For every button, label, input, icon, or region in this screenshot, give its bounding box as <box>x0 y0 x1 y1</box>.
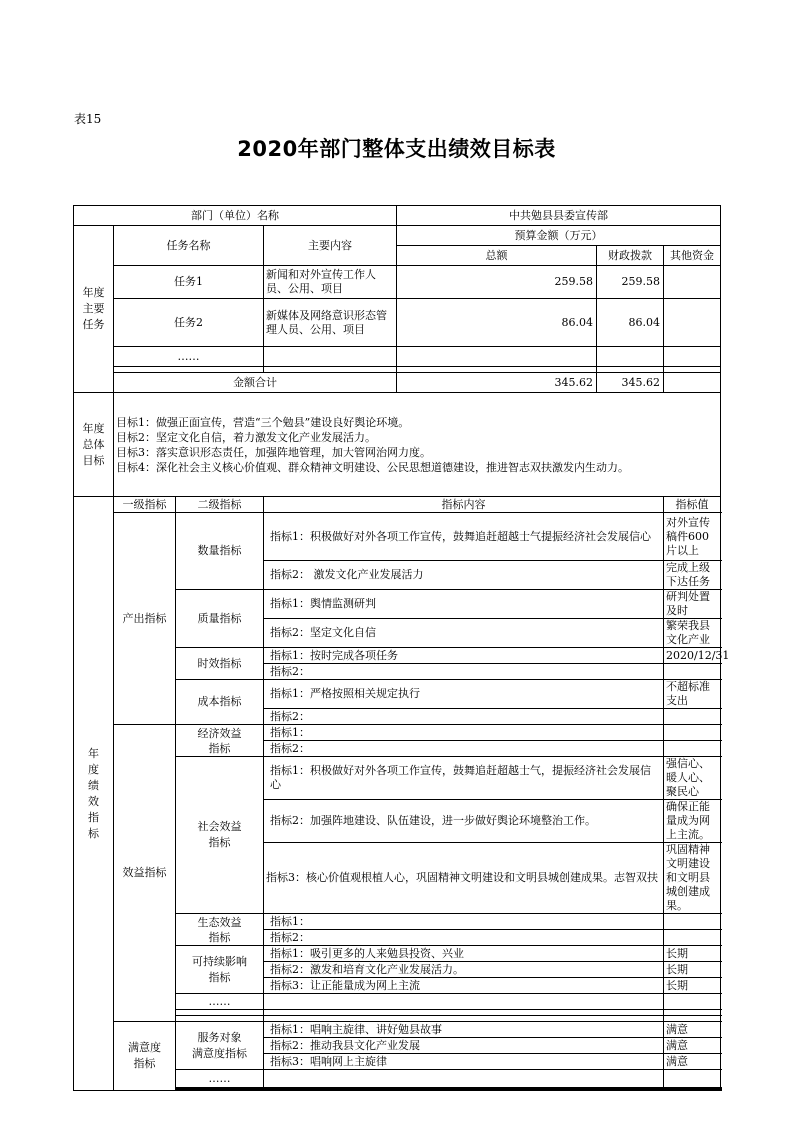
indicator-content: 指标1：舆情监测研判 <box>264 590 664 619</box>
task-total: 86.04 <box>397 299 597 347</box>
indicator-content: 指标3：让正能量成为网上主流 <box>264 978 664 994</box>
indicator-content: 指标1：吸引更多的人来勉县投资、兴业 <box>264 946 664 962</box>
indicator-value <box>664 709 721 725</box>
indicator-value <box>664 725 721 741</box>
indicator-value <box>664 741 721 757</box>
quality-label: 质量指标 <box>176 590 264 648</box>
task-content <box>264 347 397 367</box>
indicator-value: 巩固精神文明建设和文明县城创建成果。 <box>664 843 721 914</box>
cost-label: 成本指标 <box>176 680 264 725</box>
ellipsis: …… <box>176 994 264 1010</box>
task-content: 新闻和对外宣传工作人员、公用、项目 <box>264 266 397 299</box>
indicator-content: 指标2： 激发文化产业发展活力 <box>264 561 664 590</box>
indicator-content: 指标2： <box>264 664 664 680</box>
table-number: 表15 <box>74 112 102 126</box>
indicator-content: 指标1：严格按照相关规定执行 <box>264 680 664 709</box>
indicator-content: 指标2：推动我县文化产业发展 <box>264 1038 664 1054</box>
performance-table <box>73 205 730 1091</box>
social-label: 社会效益 指标 <box>176 757 264 914</box>
indicator-value: 满意 <box>664 1054 721 1070</box>
ellipsis: …… <box>176 1070 264 1088</box>
perf-col-content: 指标内容 <box>264 497 664 513</box>
indicator-content: 指标2：激发和培育文化产业发展活力。 <box>264 962 664 978</box>
indicator-content: 指标1：唱响主旋律、讲好勉县故事 <box>264 1022 664 1038</box>
timeliness-label: 时效指标 <box>176 648 264 680</box>
indicator-content: 指标1： <box>264 725 664 741</box>
task-other <box>664 299 721 347</box>
task-other <box>664 266 721 299</box>
indicator-content: 指标2：坚定文化自信 <box>264 619 664 648</box>
goals-section-label: 年度 总体 目标 <box>74 393 114 497</box>
indicator-value: 研判处置及时 <box>664 590 721 619</box>
dept-name: 中共勉县县委宣传部 <box>397 206 721 226</box>
tasks-col-other: 其他资金 <box>664 246 721 266</box>
indicator-value: 强信心、暖人心、聚民心 <box>664 757 721 800</box>
indicator-value: 长期 <box>664 978 721 994</box>
indicator-value: 长期 <box>664 962 721 978</box>
satisfaction-label: 满意度 指标 <box>114 1022 176 1091</box>
task-fiscal: 86.04 <box>597 299 664 347</box>
tasks-sum-other <box>664 373 721 393</box>
indicator-content: 指标3：唱响网上主旋律 <box>264 1054 664 1070</box>
indicator-value <box>664 930 721 946</box>
perf-col-l1: 一级指标 <box>114 497 176 513</box>
indicator-content: 指标2： <box>264 741 664 757</box>
indicator-value: 满意 <box>664 1022 721 1038</box>
tasks-sum-total: 345.62 <box>397 373 597 393</box>
page-title: 2020年部门整体支出绩效目标表 <box>237 137 556 161</box>
perf-section-label: 年 度 绩 效 指 标 <box>74 497 114 1091</box>
indicator-value: 完成上级下达任务 <box>664 561 721 590</box>
indicator-content: 指标2： <box>264 709 664 725</box>
service-label: 服务对象 满意度指标 <box>176 1022 264 1070</box>
sustain-label: 可持续影响 指标 <box>176 946 264 994</box>
indicator-content: 指标1：按时完成各项任务 <box>264 648 664 664</box>
indicator-content: 指标1：积极做好对外各项工作宣传，鼓舞追赶超越士气提振经济社会发展信心 <box>264 513 664 561</box>
indicator-value: 繁荣我县文化产业 <box>664 619 721 648</box>
eco-label: 生态效益 指标 <box>176 914 264 946</box>
task-total: 259.58 <box>397 266 597 299</box>
output-label: 产出指标 <box>114 513 176 725</box>
tasks-col-total: 总额 <box>397 246 597 266</box>
indicator-content: 指标3：核心价值观根植人心，巩固精神文明建设和文明县城创建成果。志智双扶 <box>264 843 664 914</box>
tasks-col-content: 主要内容 <box>264 226 397 266</box>
benefit-label: 效益指标 <box>114 725 176 1022</box>
tasks-sum-fiscal: 345.62 <box>597 373 664 393</box>
economic-label: 经济效益 指标 <box>176 725 264 757</box>
indicator-content: 指标1：积极做好对外各项工作宣传，鼓舞追赶超越士气，提振经济社会发展信心 <box>264 757 664 800</box>
task-other <box>664 347 721 367</box>
indicator-value: 确保正能量成为网上主流。 <box>664 800 721 843</box>
task-name: 任务1 <box>114 266 264 299</box>
task-fiscal <box>597 347 664 367</box>
indicator-content: 指标1： <box>264 914 664 930</box>
quantity-label: 数量指标 <box>176 513 264 590</box>
tasks-col-budget: 预算金额（万元） <box>397 226 721 246</box>
tasks-col-fiscal: 财政拨款 <box>597 246 664 266</box>
tasks-col-task: 任务名称 <box>114 226 264 266</box>
task-name: …… <box>114 347 264 367</box>
perf-col-l2: 二级指标 <box>176 497 264 513</box>
goals-text: 目标1：做强正面宣传，营造“三个勉县”建设良好舆论环境。 目标2：坚定文化自信，着力激发文化产业发展活力。 目标3：落实意识形态责任，加强阵地管理，加大管网治网力度。 目标4：深化社会主义核心价值观、群众精神文明建设、公民思想道德建设，推进智志双扶激发内生动力。 <box>114 393 721 497</box>
tasks-section-label: 年度 主要 任务 <box>74 226 114 393</box>
indicator-content: 指标2：加强阵地建设、队伍建设，进一步做好舆论环境整治工作。 <box>264 800 664 843</box>
indicator-value <box>664 664 721 680</box>
indicator-value: 对外宣传稿件600片以上 <box>664 513 721 561</box>
perf-col-value: 指标值 <box>664 497 721 513</box>
task-content: 新媒体及网络意识形态管理人员、公用、项目 <box>264 299 397 347</box>
task-total <box>397 347 597 367</box>
task-name: 任务2 <box>114 299 264 347</box>
dept-label: 部门（单位）名称 <box>74 206 397 226</box>
indicator-value: 满意 <box>664 1038 721 1054</box>
indicator-value <box>664 914 721 930</box>
indicator-value: 2020/12/31 <box>664 648 721 664</box>
indicator-content: 指标2： <box>264 930 664 946</box>
tasks-sum-label: 金额合计 <box>114 373 397 393</box>
indicator-value: 长期 <box>664 946 721 962</box>
indicator-value: 不超标准支出 <box>664 680 721 709</box>
task-fiscal: 259.58 <box>597 266 664 299</box>
